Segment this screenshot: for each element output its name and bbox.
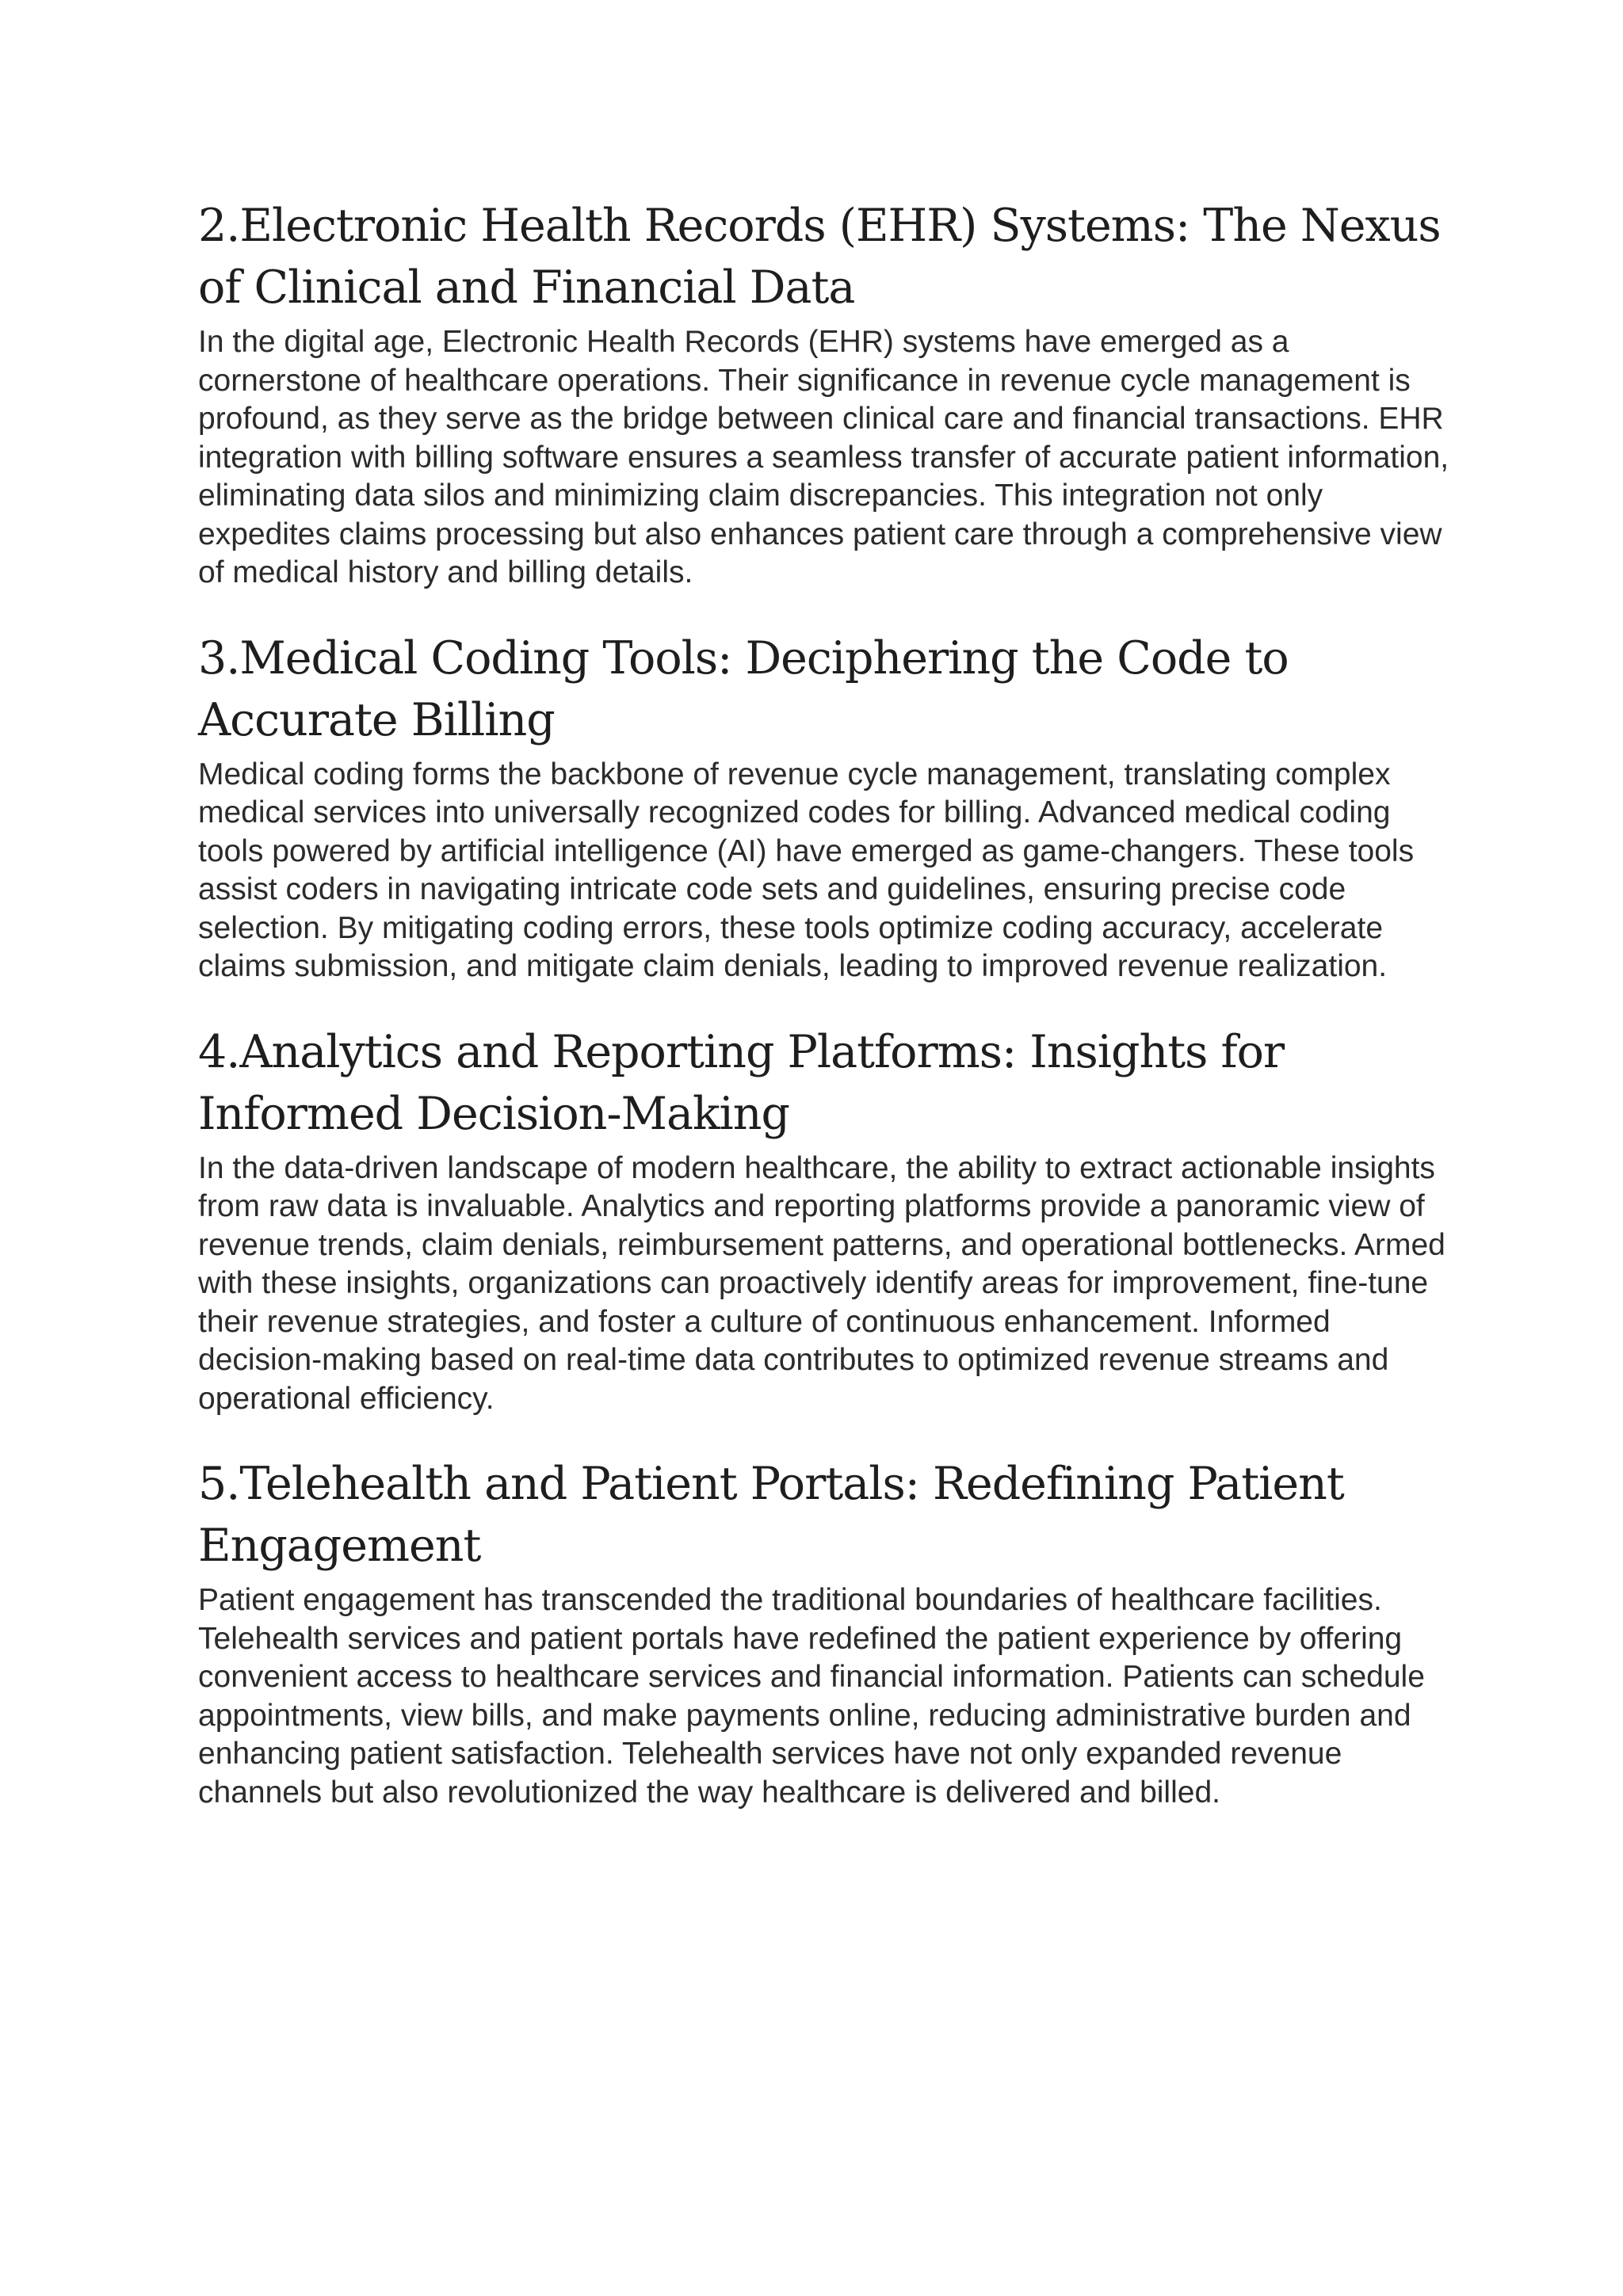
- section-paragraph: Medical coding forms the backbone of revenue cycle management, translating complex medical services into universally recognized codes for billing. Advanced medical coding tools powered by artificial intelligence (AI) have emerged as game-changers. These tools assist coders in navigating intricate code sets and guidelines, ensuring precise code selection. By mitigating coding errors, these tools optimize coding accuracy, accelerate claims submission, and mitigate claim denials, leading to improved revenue realization.: [198, 757, 1415, 983]
- section-ehr-systems: [198, 195, 1450, 593]
- document-page: [198, 195, 1450, 1847]
- section-analytics-reporting: [198, 1021, 1450, 1419]
- section-paragraph: In the data-driven landscape of modern healthcare, the ability to extract actionable insights from raw data is invaluable. Analytics and reporting platforms provide a panoramic view of revenue trends, claim denials, reimbursement patterns, and operational bottlenecks. Armed with these insights, organizations can proactively identify areas for improvement, fine-tune their revenue strategies, and foster a culture of continuous enhancement. Informed decision-making based on real-time data contributes to optimized revenue streams and operational efficiency.: [198, 1150, 1445, 1416]
- section-paragraph: Patient engagement has transcended the traditional boundaries of healthcare facilities. Telehealth services and patient portals have redefined the patient experience by offering convenient access to healthcare services and financial information. Patients can schedule appointments, view bills, and make payments online, reducing administrative burden and enhancing patient satisfaction. Telehealth services have not only expanded revenue channels but also revolutionized the way healthcare is delivered and billed.: [198, 1583, 1425, 1810]
- section-telehealth-portals: [198, 1453, 1450, 1812]
- section-paragraph: In the digital age, Electronic Health Records (EHR) systems have emerged as a cornerstone of healthcare operations. Their significance in revenue cycle management is profound, as they serve as the bridge between clinical care and financial transactions. EHR integration with billing software ensures a seamless transfer of accurate patient information, eliminating data silos and minimizing claim discrepancies. This integration not only expedites claims processing but also enhances patient care through a comprehensive view of medical history and billing details.: [198, 325, 1449, 589]
- section-heading: 5.Telehealth and Patient Portals: Redefining Patient Engagement: [198, 1458, 1344, 1572]
- section-heading: 4.Analytics and Reporting Platforms: Insights for Informed Decision-Making: [198, 1025, 1285, 1140]
- section-heading: 2.Electronic Health Records (EHR) Systems: The Nexus of Clinical and Financial Data: [198, 200, 1441, 314]
- section-heading: 3.Medical Coding Tools: Deciphering the Code to Accurate Billing: [198, 631, 1289, 746]
- section-medical-coding-tools: [198, 627, 1450, 986]
